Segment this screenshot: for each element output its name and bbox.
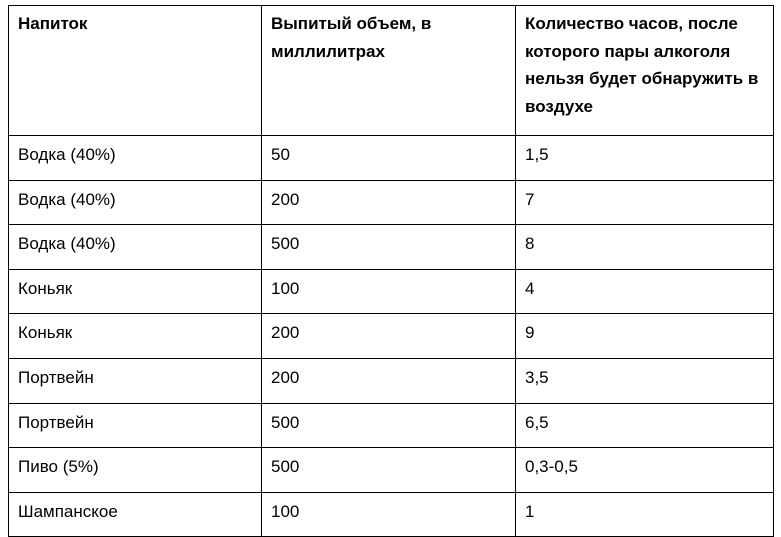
cell-drink: Пиво (5%) — [9, 448, 262, 493]
cell-hours: 4 — [516, 269, 774, 314]
cell-volume: 200 — [262, 314, 516, 359]
cell-volume: 200 — [262, 180, 516, 225]
cell-hours: 8 — [516, 225, 774, 270]
cell-drink: Портвейн — [9, 403, 262, 448]
table-row — [9, 403, 774, 448]
cell-volume: 100 — [262, 492, 516, 537]
cell-drink: Портвейн — [9, 358, 262, 403]
header-volume: Выпитый объем, в миллилитрах — [262, 6, 516, 136]
alcohol-table — [8, 5, 774, 537]
table-row — [9, 492, 774, 537]
cell-volume: 200 — [262, 358, 516, 403]
cell-hours: 1 — [516, 492, 774, 537]
table-row — [9, 358, 774, 403]
table-header — [9, 6, 774, 136]
cell-drink: Водка (40%) — [9, 225, 262, 270]
cell-drink: Коньяк — [9, 269, 262, 314]
cell-volume: 500 — [262, 403, 516, 448]
cell-drink: Водка (40%) — [9, 180, 262, 225]
table-row — [9, 225, 774, 270]
table-body — [9, 136, 774, 537]
cell-hours: 0,3-0,5 — [516, 448, 774, 493]
cell-hours: 7 — [516, 180, 774, 225]
cell-drink: Водка (40%) — [9, 136, 262, 181]
cell-hours: 9 — [516, 314, 774, 359]
cell-hours: 1,5 — [516, 136, 774, 181]
cell-hours: 6,5 — [516, 403, 774, 448]
table-row — [9, 448, 774, 493]
cell-drink: Шампанское — [9, 492, 262, 537]
header-hours: Количество часов, после которого пары алкоголя нельзя будет обнаружить в воздухе — [516, 6, 774, 136]
cell-volume: 100 — [262, 269, 516, 314]
table-row — [9, 180, 774, 225]
header-drink: Напиток — [9, 6, 262, 136]
cell-volume: 500 — [262, 448, 516, 493]
table-row — [9, 269, 774, 314]
table-row — [9, 136, 774, 181]
cell-volume: 50 — [262, 136, 516, 181]
cell-volume: 500 — [262, 225, 516, 270]
cell-hours: 3,5 — [516, 358, 774, 403]
cell-drink: Коньяк — [9, 314, 262, 359]
header-row — [9, 6, 774, 136]
table-row — [9, 314, 774, 359]
